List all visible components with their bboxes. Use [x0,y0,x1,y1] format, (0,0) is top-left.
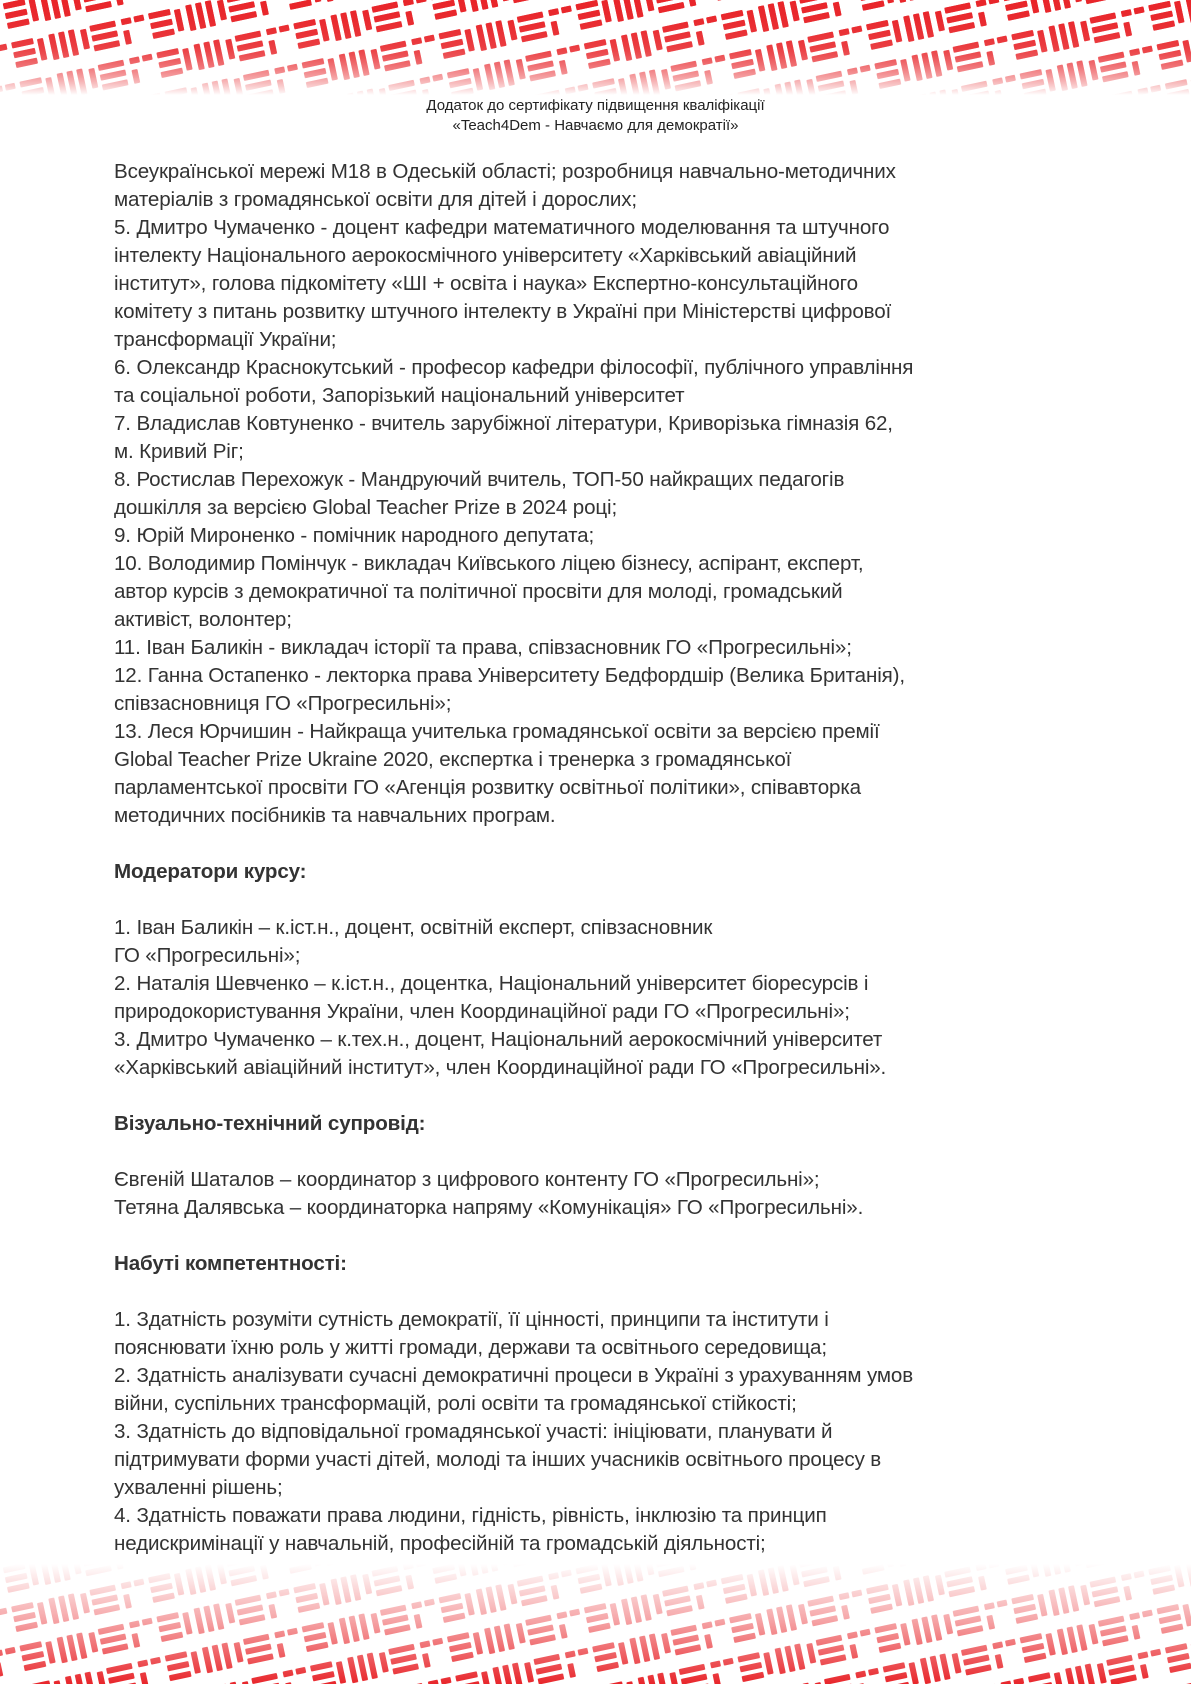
text-line: 9. Юрій Мироненко - помічник народного депутата; [114,524,595,547]
text-line: трансформації України; [114,328,337,351]
text-line: 11. Іван Баликін - викладач історії та права, співзасновник ГО «Прогресильні»; [114,636,852,659]
text-line: Global Teacher Prize Ukraine 2020, експертка і тренерка з громадянської [114,748,792,771]
header-line-1: Додаток до сертифікату підвищення кваліфікації [426,97,765,114]
text-line: природокористування України, член Координаційної ради ГО «Прогресильні»; [114,1000,850,1023]
text-line: пояснювати їхню роль у житті громади, держави та освітнього середовища; [114,1336,827,1359]
text-line: 3. Дмитро Чумаченко – к.тех.н., доцент, Національний аерокосмічний університет [114,1028,883,1051]
text-line: 2. Здатність аналізувати сучасні демократичні процеси в Україні з урахуванням умов [114,1364,913,1387]
text-line: підтримувати форми участі дітей, молоді та інших учасників освітнього процесу в [114,1448,882,1471]
text-line: ухваленні рішень; [114,1476,283,1499]
text-line: 8. Ростислав Перехожук - Мандруючий вчитель, ТОП-50 найкращих педагогів [114,468,845,491]
text-line: ГО «Прогресильні»; [114,944,301,967]
spacer [114,886,1074,914]
document-header [0,96,1191,136]
document-body [114,158,1074,1558]
text-line: та соціальної роботи, Запорізький національний університет [114,384,685,407]
spacer [114,1138,1074,1166]
text-line: Тетяна Далявська – координаторка напряму «Комунікація» ГО «Прогресильні». [114,1196,864,1219]
text-line: 1. Іван Баликін – к.іст.н., доцент, освітній експерт, співзасновник [114,916,713,939]
header-line-2: «Teach4Dem - Навчаємо для демократії» [452,117,739,134]
spacer [114,830,1074,858]
text-line: інститут», голова підкомітету «ШІ + освіта і наука» Експертно-консультаційного [114,272,858,295]
text-line: матеріалів з громадянської освіти для дітей і дорослих; [114,188,638,211]
text-line: 6. Олександр Краснокутський - професор кафедри філософії, публічного управління [114,356,914,379]
bottom-decorative-band [0,1564,1191,1684]
text-line: війни, суспільних трансформацій, ролі освіти та громадянської стійкості; [114,1392,797,1415]
text-line: 1. Здатність розуміти сутність демократії, її цінності, принципи та інститути і [114,1308,829,1331]
spacer [114,1222,1074,1250]
text-line: 13. Леся Юрчишин - Найкраща учителька громадянської освіти за версією премії [114,720,880,743]
top-decorative-band [0,0,1191,95]
section-heading-moderators: Модератори курсу: [114,860,307,883]
section-heading-visual-support: Візуально-технічний супровід: [114,1112,426,1135]
text-line: методичних посібників та навчальних програм. [114,804,556,827]
text-line: автор курсів з демократичної та політичної просвіти для молоді, громадський [114,580,843,603]
spacer [114,1082,1074,1110]
visual-support-section [114,1110,1074,1222]
text-line: 5. Дмитро Чумаченко - доцент кафедри математичного моделювання та штучного [114,216,890,239]
text-line: м. Кривий Ріг; [114,440,244,463]
section-heading-competencies: Набуті компетентності: [114,1252,347,1275]
competencies-section [114,1250,1074,1558]
text-line: Євгеній Шаталов – координатор з цифрового контенту ГО «Прогресильні»; [114,1168,820,1191]
text-line: Всеукраїнської мережі М18 в Одеській області; розробниця навчально-методичних [114,160,896,183]
text-line: 3. Здатність до відповідальної громадянської участі: ініціювати, планувати й [114,1420,833,1443]
moderators-section [114,858,1074,1082]
text-line: недискримінації у навчальній, професійній та громадській діяльності; [114,1532,766,1555]
text-line: 10. Володимир Помінчук - викладач Київського ліцею бізнесу, аспірант, експерт, [114,552,864,575]
text-line: 12. Ганна Остапенко - лекторка права Університету Бедфордшір (Велика Британія), [114,664,905,687]
text-line: 2. Наталія Шевченко – к.іст.н., доцентка, Національний університет біоресурсів і [114,972,869,995]
text-line: комітету з питань розвитку штучного інтелекту в Україні при Міністерстві цифрової [114,300,892,323]
red-bar-pattern-icon [0,0,1191,95]
text-line: «Харківський авіаційний інститут», член Координаційної ради ГО «Прогресильні». [114,1056,887,1079]
text-line: 7. Владислав Ковтуненко - вчитель зарубіжної літератури, Криворізька гімназія 62, [114,412,893,435]
text-line: співзасновниця ГО «Прогресильні»; [114,692,452,715]
text-line: парламентської просвіти ГО «Агенція розвитку освітньої політики», співавторка [114,776,861,799]
spacer [114,1278,1074,1306]
text-line: активіст, волонтер; [114,608,292,631]
text-line: 4. Здатність поважати права людини, гідність, рівність, інклюзію та принцип [114,1504,827,1527]
text-line: інтелекту Національного аерокосмічного університету «Харківський авіаційний [114,244,857,267]
red-bar-pattern-icon [0,1564,1191,1684]
trainers-list-continued [114,158,1074,830]
text-line: дошкілля за версією Global Teacher Prize в 2024 році; [114,496,618,519]
